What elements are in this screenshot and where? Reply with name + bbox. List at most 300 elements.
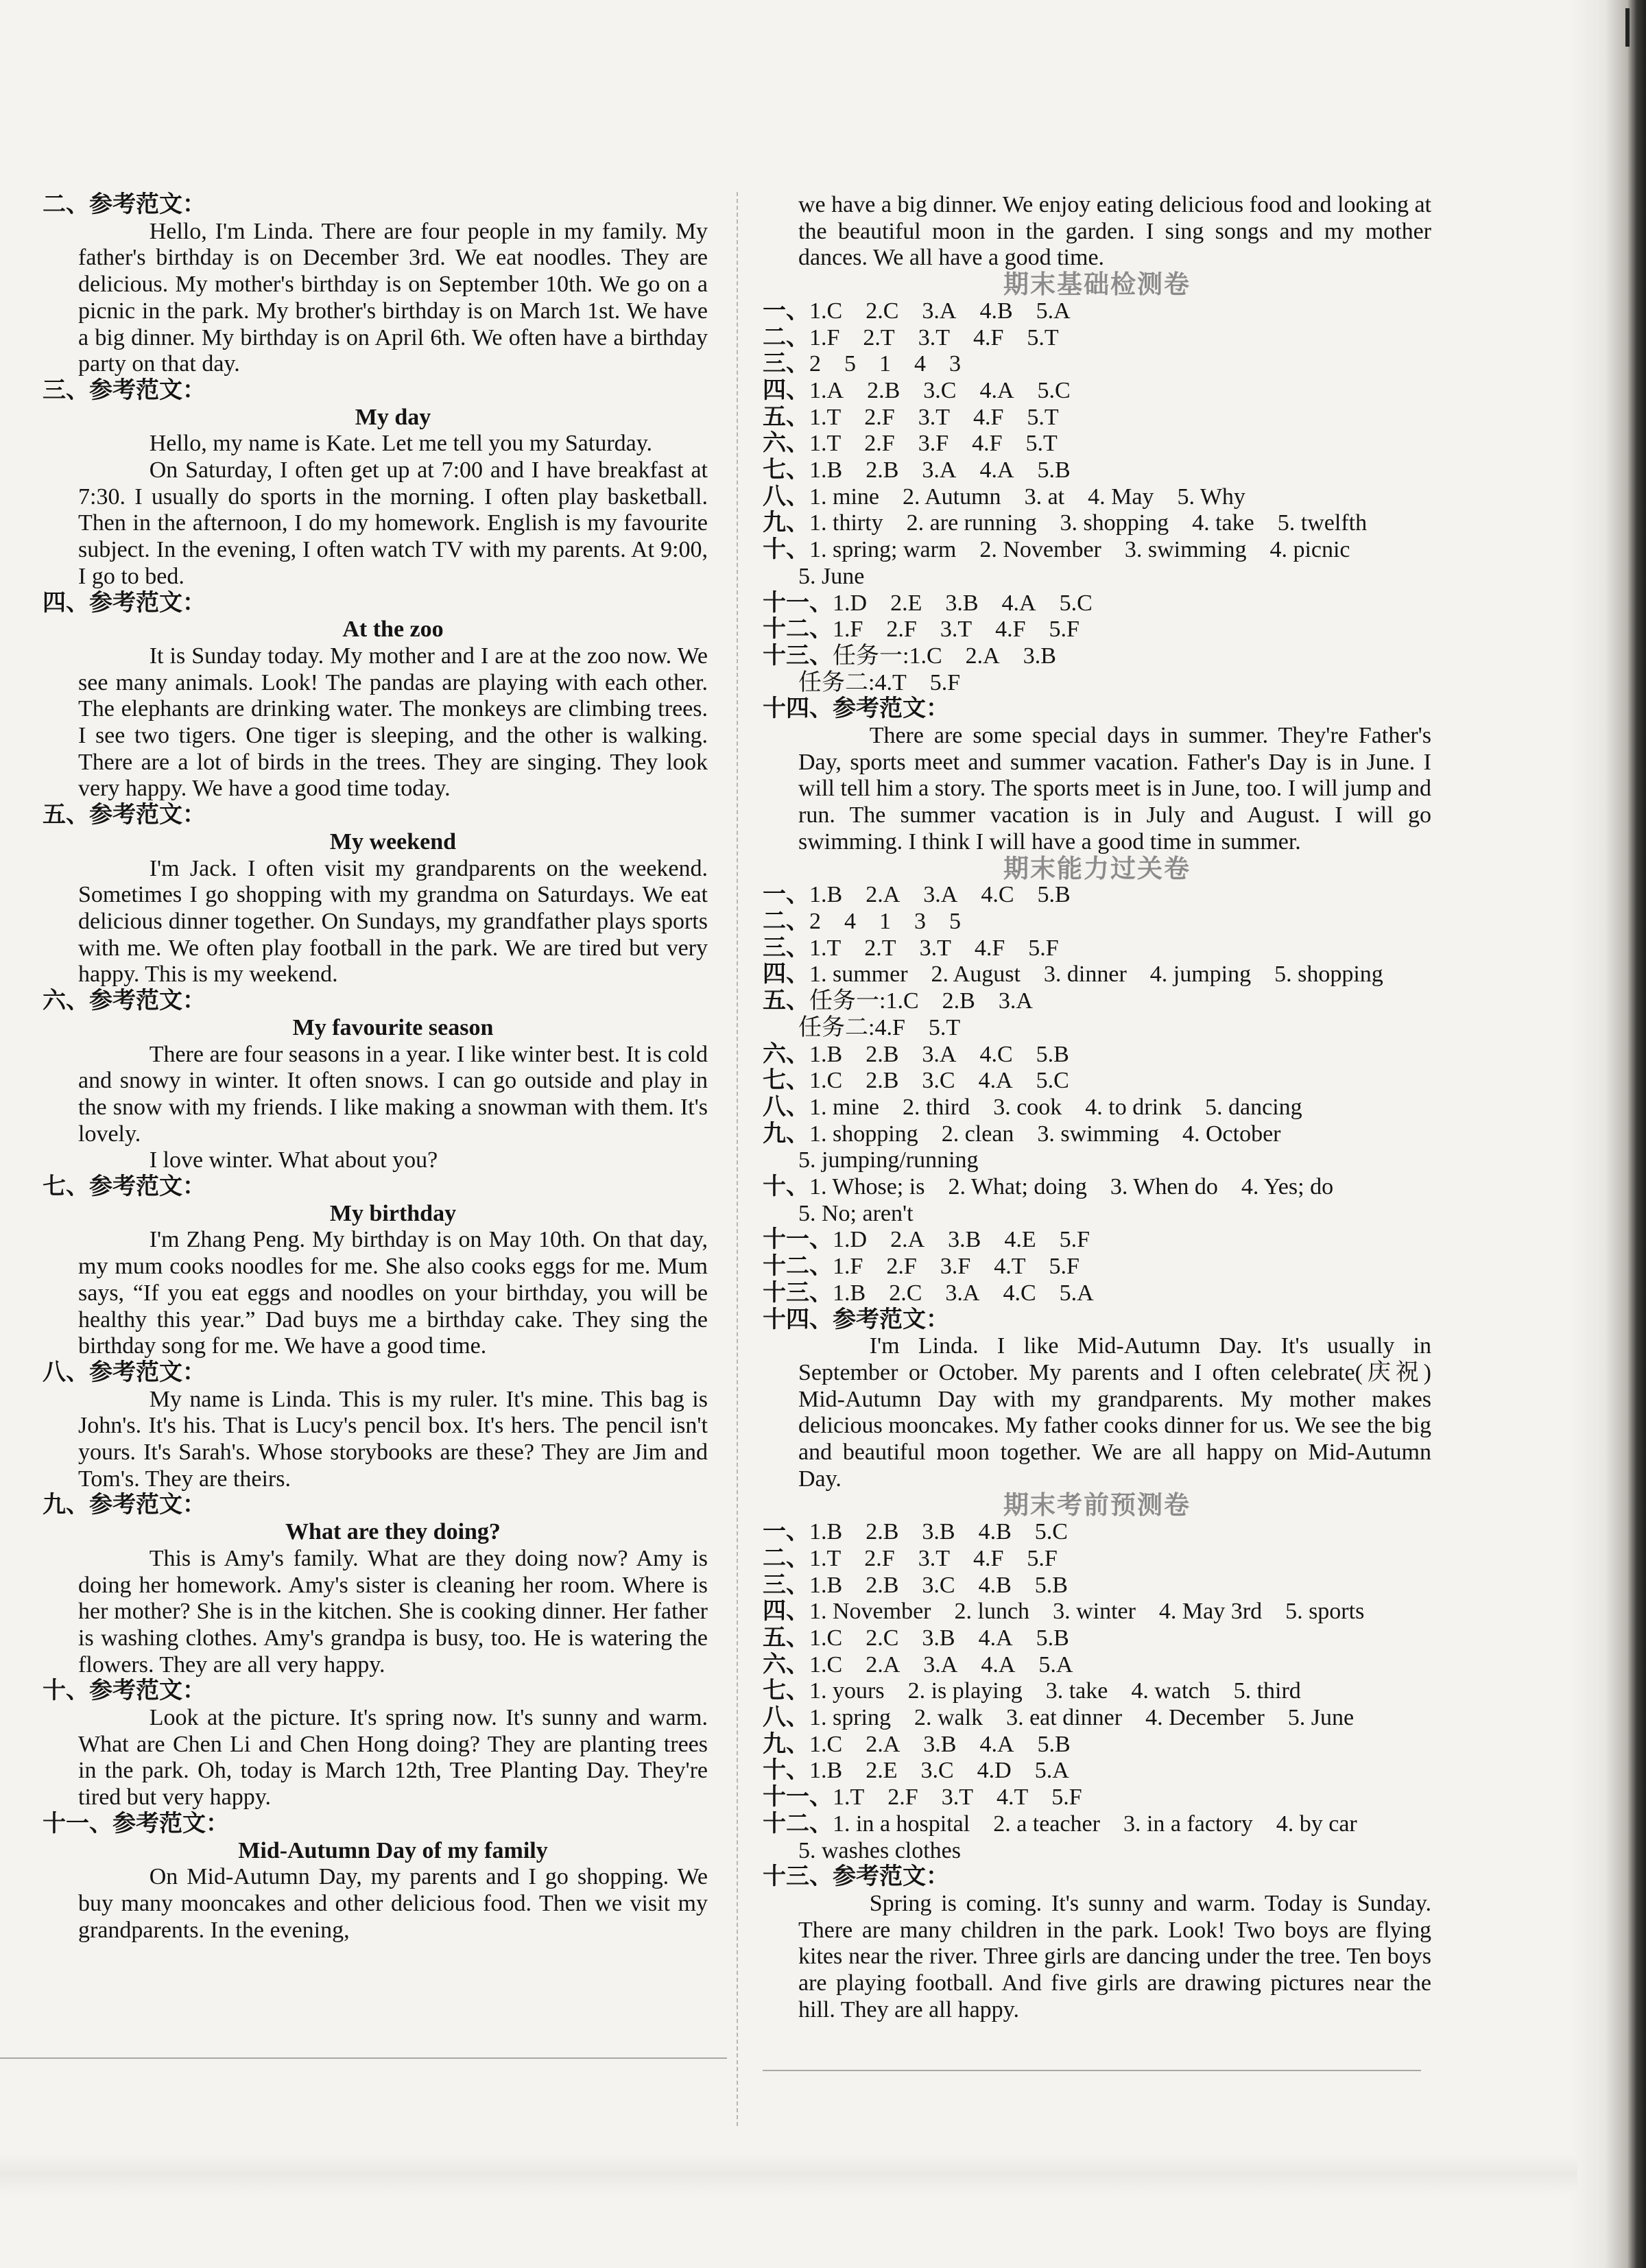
answer-row-label: 四、 (763, 1599, 809, 1625)
section-heading: 十一、参考范文： (43, 1811, 229, 1837)
answer-item: 5.C (1059, 590, 1093, 616)
answer-item: 2.E (866, 1758, 898, 1784)
answer-row (763, 962, 1431, 988)
answer-item: 2.A (965, 643, 1000, 669)
answer-row-label: 五、 (763, 988, 809, 1014)
answer-row-label: 五、 (763, 1625, 809, 1651)
answer-item: 4. jumping (1149, 962, 1252, 988)
answer-row (763, 670, 1431, 697)
answer-item: 1. Whose; is (809, 1174, 925, 1200)
answer-row-label: 八、 (763, 1705, 809, 1731)
answer-item: 2.C (866, 298, 899, 324)
section-heading: 七、参考范文： (43, 1174, 206, 1200)
answer-item: 任务一:1.C (809, 988, 919, 1014)
answer-row (763, 1546, 1431, 1573)
answer-item: 3.A (923, 882, 958, 908)
answer-item: 3.F (918, 431, 949, 457)
answer-row (763, 1758, 1431, 1784)
answer-item: 4.D (977, 1758, 1012, 1784)
answer-item: 4.B (978, 1519, 1012, 1545)
answer-item: 3. cook (993, 1094, 1062, 1120)
answer-item: 任务二:4.F (798, 1014, 905, 1040)
essay-title: Mid-Autumn Day of my family (238, 1837, 548, 1863)
answer-row-label: 十、 (763, 1174, 809, 1200)
answer-item: 2.F (886, 1254, 917, 1280)
answer-item: 2.A (866, 1731, 900, 1757)
answer-row-label: 七、 (763, 457, 809, 484)
answer-item: 2.E (890, 590, 922, 616)
answer-item: 5. jumping/running (798, 1147, 979, 1173)
scan-smudge (0, 2153, 1577, 2195)
answer-row-label: 二、 (763, 324, 809, 350)
answer-item: 5.A (1059, 1280, 1094, 1306)
answer-item: 4.B (978, 1572, 1012, 1598)
answer-item: 3.T (918, 1545, 950, 1571)
answer-row (763, 484, 1431, 511)
answer-item: 4. December (1145, 1705, 1265, 1731)
answer-item: 2.B (866, 1068, 899, 1094)
answer-item: 5.A (1038, 1651, 1073, 1678)
answer-item: 5.B (1036, 1625, 1069, 1651)
answer-item: 3.T (918, 324, 950, 350)
answer-item: 1.B (809, 1519, 843, 1545)
answer-row-label: 六、 (763, 1651, 809, 1678)
answer-row (763, 378, 1431, 405)
answer-row-label: 十一、 (763, 1227, 833, 1253)
answer-item: 2.F (864, 404, 895, 430)
answer-row-label: 四、 (763, 377, 809, 403)
essay-paragraph: On Mid-Autumn Day, my parents and I go shopping. We buy many mooncakes and other delicious food. Then we visit my grandparents. In the evening, (78, 1864, 708, 1943)
answer-item: 3.B (922, 1625, 955, 1651)
essay-paragraph: Hello, I'm Linda. There are four people in my family. My father's birthday is on December 3rd. We eat noodles. They are delicious. My mother's birthday is on September 10th. We go on a picnic in the park. My brother's birthday is on March 1st. We have a big dinner. My birthday is on April 6th. We often have a birthday party on that day. (78, 218, 708, 377)
essay-title: What are they doing? (285, 1519, 501, 1545)
answer-item: 1.T (809, 431, 842, 457)
answer-row (763, 1519, 1431, 1546)
answer-item: 1.C (809, 298, 843, 324)
answer-item: 3.T (918, 404, 950, 430)
answer-item: 1.B (809, 457, 843, 484)
answer-row-label: 一、 (763, 1519, 809, 1545)
answer-item: 3.A (922, 457, 957, 484)
footer-rule-left (0, 2057, 727, 2059)
answer-item: 1. mine (809, 1094, 879, 1120)
section-heading: 五、参考范文： (43, 802, 206, 828)
answer-item: 5.C (1037, 377, 1071, 403)
answer-item: 3. swimming (1124, 537, 1247, 563)
answer-item: 1 (879, 908, 891, 934)
answer-item: 2. walk (914, 1705, 983, 1731)
answer-item: 4.F (972, 431, 1003, 457)
answer-item: 5.T (1027, 404, 1059, 430)
answer-row-label: 二、 (763, 908, 809, 934)
answer-item: 1.T (809, 935, 842, 961)
answer-item: 3.F (940, 1254, 971, 1280)
essay-paragraph: I'm Linda. I like Mid-Autumn Day. It's usually in September or October. My parents and I often celebrate(庆祝) Mid-Autumn Day with my grandparents. My mother makes delicious mooncakes. My father cooks dinner for us. We see the big and beautiful moon together. We are all happy on Mid-Autumn Day. (798, 1333, 1431, 1492)
answer-item: 3 (949, 351, 961, 377)
answer-row-label: 九、 (763, 510, 809, 536)
answer-item: 1.B (809, 882, 843, 908)
left-column (43, 192, 708, 1944)
answer-item: 4. to drink (1085, 1094, 1182, 1120)
answer-item: 2 (809, 351, 821, 377)
answer-item: 2.T (863, 324, 895, 350)
answer-item: 3. winter (1053, 1599, 1136, 1625)
answer-item: 5. third (1233, 1678, 1301, 1704)
answer-item: 5.F (1051, 1784, 1082, 1811)
essay-title: My favourite season (292, 1014, 494, 1040)
answer-row (763, 1015, 1431, 1042)
section-heading: 十三、参考范文： (763, 1864, 949, 1890)
answer-item: 2.T (864, 935, 896, 961)
answer-item: 2.F (864, 1545, 895, 1571)
section-heading: 六、参考范文： (43, 988, 206, 1014)
answer-item: 1 (879, 351, 891, 377)
answer-item: 3. eat dinner (1006, 1705, 1123, 1731)
answer-row (763, 1599, 1431, 1625)
essay-paragraph: Look at the picture. It's spring now. It's sunny and warm. What are Chen Li and Chen Hong doing? They are planting trees in the park. Oh, today is March 12th, Tree Planting Day. They're tired but very happy. (78, 1705, 708, 1811)
answer-row-label: 十一、 (763, 590, 833, 616)
answer-row (763, 405, 1431, 431)
answer-row-label: 十、 (763, 1758, 809, 1784)
answer-row (763, 1121, 1431, 1148)
answer-item: 4.A (981, 1651, 1016, 1678)
column-divider (737, 192, 738, 2126)
answer-item: 1.T (833, 1784, 865, 1811)
answer-item: 5. twelfth (1277, 510, 1368, 536)
answer-item: 3.B (948, 1227, 981, 1253)
answer-item: 2.A (890, 1227, 925, 1253)
answer-item: 4.T (994, 1254, 1026, 1280)
answer-item: 1.F (833, 617, 863, 643)
essay-title: At the zoo (342, 617, 444, 643)
answer-item: 5.F (1027, 1545, 1058, 1571)
answer-item: 3. When do (1110, 1174, 1218, 1200)
answer-row (763, 457, 1431, 484)
answer-item: 4.B (979, 298, 1013, 324)
answer-item: 1.F (809, 324, 840, 350)
essay-title: My weekend (329, 828, 457, 855)
answer-item: 5. June (798, 563, 865, 589)
answer-row (763, 1201, 1431, 1228)
answer-item: 4. by car (1276, 1811, 1357, 1837)
answer-row-label: 七、 (763, 1678, 809, 1704)
edge-mark (1625, 8, 1630, 47)
answer-row-label: 二、 (763, 1545, 809, 1571)
answer-row (763, 1095, 1431, 1121)
answer-item: 2. clean (941, 1121, 1014, 1147)
answer-item: 2.B (867, 377, 900, 403)
answer-row-label: 一、 (763, 882, 809, 908)
answer-row (763, 643, 1431, 670)
answer-item: 4.T (996, 1784, 1029, 1811)
answer-item: 2. Autumn (902, 484, 1001, 510)
answer-item: 3.C (922, 1068, 955, 1094)
answer-item: 3. shopping (1060, 510, 1169, 536)
essay-title: My day (355, 404, 431, 430)
answer-item: 3.C (922, 1572, 955, 1598)
answer-item: 2. is playing (907, 1678, 1023, 1704)
answer-item: 3.A (945, 1280, 980, 1306)
answer-row (763, 1147, 1431, 1174)
answer-item: 2.B (866, 457, 899, 484)
answer-item: 5. sports (1285, 1599, 1365, 1625)
answer-item: 5. Why (1177, 484, 1245, 510)
answer-item: 5.F (1049, 617, 1080, 643)
answer-item: 2.F (864, 431, 895, 457)
answer-item: 4. watch (1131, 1678, 1210, 1704)
answer-item: 3.C (923, 377, 957, 403)
answer-item: 1.B (833, 1280, 866, 1306)
answer-item: 4.C (1003, 1280, 1036, 1306)
answer-item: 1.D (833, 590, 868, 616)
section-heading: 二、参考范文： (43, 192, 206, 217)
answer-item: 3.T (941, 1784, 973, 1811)
answer-item: 1. in a hospital (833, 1811, 970, 1837)
answer-item: 4. picnic (1269, 537, 1350, 563)
answer-item: 1. yours (809, 1678, 885, 1704)
answer-item: 5 (949, 908, 961, 934)
answer-row-label: 九、 (763, 1121, 809, 1147)
answer-item: 1.T (809, 1545, 842, 1571)
answer-item: 2. third (902, 1094, 970, 1120)
answer-row-label: 三、 (763, 935, 809, 961)
essay-paragraph: This is Amy's family. What are they doing now? Amy is doing her homework. Amy's sister is cleaning her room. Where is her mother? She is in the kitchen. She is cooking dinner. Her father is washing clothes. Amy's grandpa is busy, too. He is watering the flowers. They are all very happy. (78, 1545, 708, 1678)
answer-item: 4.A (1001, 590, 1036, 616)
answer-row (763, 1174, 1431, 1201)
essay-paragraph: My name is Linda. This is my ruler. It's mine. This bag is John's. It's his. That is Lucy's pencil box. It's hers. The pencil isn't yours. It's Sarah's. Whose storybooks are these? They are Jim and Tom's. They are theirs. (78, 1386, 708, 1492)
essay-paragraph: Spring is coming. It's sunny and warm. Today is Sunday. There are many children in the park. Look! Two boys are flying kites near the river. Three girls are dancing under the tree. Ten boys are playing football. And five girls are drawing pictures near the hill. They are all happy. (798, 1891, 1431, 2022)
section-heading: 十四、参考范文： (763, 1306, 949, 1333)
answer-item: 4.A (979, 377, 1014, 403)
answer-row (763, 1068, 1431, 1095)
answer-row (763, 1705, 1431, 1732)
answer-item: 1.D (833, 1227, 868, 1253)
answer-item: 2. What; doing (948, 1174, 1087, 1200)
answer-item: 5.F (929, 669, 961, 695)
footer-rule-right (763, 2070, 1421, 2071)
answer-row (763, 510, 1431, 537)
answer-row (763, 1652, 1431, 1679)
answer-row (763, 1811, 1431, 1838)
answer-row-label: 十二、 (763, 1254, 833, 1280)
answer-item: 5.T (928, 1014, 961, 1040)
answer-item: 4.C (981, 882, 1014, 908)
answer-item: 3.T (919, 935, 951, 961)
answer-row (763, 537, 1431, 564)
answer-item: 1.C (809, 1731, 843, 1757)
answer-item: 4.F (973, 404, 1004, 430)
answer-item: 5.B (1037, 882, 1071, 908)
essay-paragraph: Hello, my name is Kate. Let me tell you my Saturday. (149, 431, 653, 457)
right-column (763, 192, 1431, 2024)
answer-item: 1. mine (809, 484, 879, 510)
answer-item: 1. spring; warm (809, 537, 957, 563)
answer-item: 4.C (979, 1041, 1013, 1067)
essay-title: My birthday (329, 1200, 457, 1226)
answer-item: 5. No; aren't (798, 1200, 914, 1226)
section-heading: 九、参考范文： (43, 1492, 206, 1518)
answer-item: 5.B (1036, 1041, 1069, 1067)
section-heading: 四、参考范文： (43, 590, 206, 616)
answer-item: 2.A (866, 882, 900, 908)
answer-row-label: 六、 (763, 431, 809, 457)
answer-row (763, 1732, 1431, 1758)
answer-item: 3.C (920, 1758, 954, 1784)
answer-item: 1.C (809, 1651, 843, 1678)
answer-item: 3. take (1045, 1678, 1108, 1704)
answer-row (763, 1784, 1431, 1811)
answer-row (763, 1573, 1431, 1599)
answer-item: 4.A (979, 1731, 1014, 1757)
answer-row-label: 六、 (763, 1041, 809, 1067)
answer-item: 4.A (978, 1625, 1013, 1651)
page-edge-shadow (1571, 0, 1646, 2268)
answer-item: 5.B (1034, 1572, 1068, 1598)
answer-row (763, 298, 1431, 325)
answer-row-label: 七、 (763, 1068, 809, 1094)
answer-item: 2.B (866, 1519, 899, 1545)
answer-item: 3.A (998, 988, 1033, 1014)
answer-row (763, 325, 1431, 352)
answer-item: 4. take (1192, 510, 1254, 536)
answer-item: 3 (914, 908, 926, 934)
answer-row (763, 882, 1431, 909)
answer-row (763, 351, 1431, 378)
answer-item: 2.C (866, 1625, 899, 1651)
answer-item: 4 (844, 908, 856, 934)
answer-row-label: 四、 (763, 962, 809, 988)
answer-item: 3. in a factory (1123, 1811, 1253, 1837)
answer-item: 1.B (809, 1572, 843, 1598)
answer-item: 1. shopping (809, 1121, 918, 1147)
answer-item: 2.A (866, 1651, 900, 1678)
answer-item: 5.C (1036, 1068, 1069, 1094)
answer-item: 1. summer (809, 962, 908, 988)
answer-item: 3. swimming (1037, 1121, 1159, 1147)
essay-continuation: we have a big dinner. We enjoy eating delicious food and looking at the beautiful moon in the garden. I sing songs and my mother dances. We all have a good time. (798, 192, 1431, 271)
answer-item: 3.B (945, 590, 979, 616)
answer-item: 任务一:1.C (833, 643, 942, 669)
answer-item: 4 (914, 351, 926, 377)
answer-row-label: 五、 (763, 404, 809, 430)
answer-item: 1.T (809, 404, 842, 430)
answer-item: 3. dinner (1043, 962, 1127, 988)
answer-row (763, 1838, 1431, 1865)
answer-row (763, 1678, 1431, 1705)
answer-row-label: 八、 (763, 484, 809, 510)
essay-paragraph: There are four seasons in a year. I like winter best. It is cold and snowy in winter. It often snows. I can go outside and play in the snow with my friends. I like making a snowman with them. It's lovely. (78, 1041, 708, 1147)
answer-item: 5.F (1028, 935, 1059, 961)
answer-item: 3.A (923, 1651, 958, 1678)
answer-item: 3.B (1023, 643, 1056, 669)
test-section-banner: 期末基础检测卷 (1003, 270, 1191, 300)
answer-item: 1.C (809, 1625, 843, 1651)
answer-row (763, 1625, 1431, 1652)
answer-item: 4.A (978, 1068, 1013, 1094)
answer-item: 5.T (1025, 431, 1058, 457)
answer-item: 2.F (886, 617, 917, 643)
answer-row-label: 三、 (763, 351, 809, 377)
answer-item: 2. a teacher (993, 1811, 1100, 1837)
answer-row (763, 431, 1431, 457)
answer-row (763, 1280, 1431, 1307)
answer-item: 5.T (1027, 324, 1059, 350)
answer-item: 2. August (931, 962, 1021, 988)
answer-row-label: 十一、 (763, 1784, 833, 1811)
answer-item: 5. June (1287, 1705, 1355, 1731)
answer-item: 1. thirty (809, 510, 883, 536)
answer-row-label: 一、 (763, 298, 809, 324)
answer-row (763, 988, 1431, 1015)
answer-item: 2 (809, 908, 821, 934)
answer-row (763, 935, 1431, 962)
answer-row (763, 1042, 1431, 1069)
section-heading: 十四、参考范文： (763, 696, 949, 722)
answer-item: 5. washes clothes (798, 1837, 962, 1863)
answer-item: 4. May (1088, 484, 1154, 510)
answer-item: 5. dancing (1205, 1094, 1302, 1120)
answer-item: 1. spring (809, 1705, 891, 1731)
answer-item: 2. lunch (954, 1599, 1030, 1625)
answer-item: 4.F (973, 1545, 1004, 1571)
answer-item: 3.B (923, 1731, 957, 1757)
answer-row-label: 十二、 (763, 1811, 833, 1837)
essay-paragraph: On Saturday, I often get up at 7:00 and I have breakfast at 7:30. I usually do sports in the morning. I often play basketball. Then in the afternoon, I do my homework. English is my favourite subject. In the evening, I often watch TV with my parents. At 9:00, I go to bed. (78, 457, 708, 589)
essay-paragraph: I love winter. What about you? (149, 1147, 438, 1173)
section-heading: 三、参考范文： (43, 377, 206, 403)
answer-item: 4.E (1004, 1227, 1036, 1253)
answer-item: 1. November (809, 1599, 931, 1625)
answer-item: 2.B (866, 1041, 899, 1067)
answer-row-label: 十二、 (763, 617, 833, 643)
answer-row-label: 十三、 (763, 1280, 833, 1306)
section-heading: 十、参考范文： (43, 1678, 206, 1704)
answer-row-label: 九、 (763, 1731, 809, 1757)
answer-item: 任务二:4.T (798, 669, 907, 695)
answer-item: 1.F (833, 1254, 863, 1280)
answer-row-label: 十、 (763, 537, 809, 563)
answer-item: 2. are running (906, 510, 1037, 536)
answer-item: 5.B (1037, 1731, 1071, 1757)
answer-item: 3.B (922, 1519, 955, 1545)
answer-item: 5 (844, 351, 856, 377)
answer-item: 4.F (974, 935, 1005, 961)
answer-item: 5. shopping (1274, 962, 1383, 988)
answer-item: 4.F (973, 324, 1004, 350)
answer-item: 3.A (922, 298, 957, 324)
answer-item: 3.T (940, 617, 973, 643)
answer-item: 3.A (922, 1041, 957, 1067)
essay-paragraph: I'm Zhang Peng. My birthday is on May 10th. On that day, my mum cooks noodles for me. She also cooks eggs for me. Mum says, “If you eat eggs and noodles on your birthday, you will be healthy this year.” Dad buys me a birthday cake. They sing the birthday song for me. We have a good time. (78, 1227, 708, 1359)
test-section-banner: 期末能力过关卷 (1003, 853, 1191, 883)
answer-item: 1.A (809, 377, 844, 403)
answer-item: 1.B (809, 1758, 843, 1784)
answer-item: 5.B (1037, 457, 1071, 484)
answer-item: 2.B (866, 1572, 899, 1598)
answer-item: 4.F (995, 617, 1026, 643)
essay-paragraph: There are some special days in summer. They're Father's Day, sports meet and summer vacation. Father's Day is in June. I will tell him a story. The sports meet is in June, too. I will jump and run. The summer vacation is in July and August. I will go swimming. I think I will have a good time in summer. (798, 723, 1431, 855)
answer-row (763, 564, 1431, 590)
section-heading: 八、参考范文： (43, 1359, 206, 1385)
answer-row-label: 十三、 (763, 643, 833, 669)
answer-item: 4.A (979, 457, 1014, 484)
answer-item: 3. at (1024, 484, 1065, 510)
essay-paragraph: I'm Jack. I often visit my grandparents on the weekend. Sometimes I go shopping with my grandma on Saturdays. We eat delicious dinner together. On Sundays, my grandfather plays sports with me. We often play football in the park. We are tired but very happy. This is my weekend. (78, 855, 708, 988)
answer-item: 4. Yes; do (1241, 1174, 1334, 1200)
answer-item: 1.B (809, 1041, 843, 1067)
answer-item: 5.F (1049, 1254, 1080, 1280)
answer-row (763, 1227, 1431, 1254)
